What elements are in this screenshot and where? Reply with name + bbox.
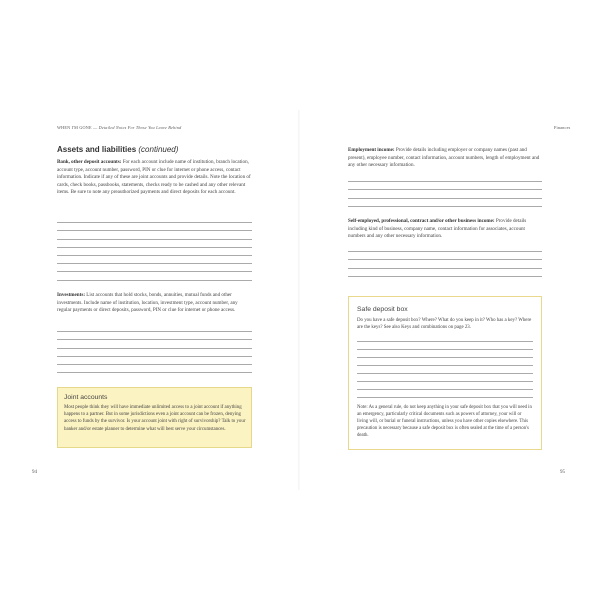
- section-title-main: Assets and liabilities: [57, 145, 137, 154]
- writing-line[interactable]: [57, 324, 252, 332]
- right-page-number: 95: [560, 470, 565, 475]
- joint-accounts-callout: [57, 387, 252, 448]
- writing-line[interactable]: [357, 334, 533, 342]
- writing-line[interactable]: [348, 244, 542, 252]
- writing-line[interactable]: [57, 349, 252, 357]
- self-employed-income-writing-lines[interactable]: [348, 244, 542, 277]
- writing-line[interactable]: [357, 374, 533, 382]
- writing-line[interactable]: [348, 182, 542, 190]
- employment-income-instructions: [348, 147, 542, 170]
- left-running-head: [57, 125, 181, 130]
- book-subtitle: Detailed Notes For Those You Leave Behind: [98, 125, 182, 130]
- joint-accounts-title: Joint accounts: [64, 394, 108, 401]
- writing-line[interactable]: [57, 215, 252, 223]
- bank-accounts-label: Bank, other deposit accounts:: [57, 159, 122, 165]
- writing-line[interactable]: [57, 248, 252, 256]
- writing-line[interactable]: [357, 390, 533, 398]
- self-employed-income-instructions: [348, 218, 542, 241]
- writing-line[interactable]: [348, 252, 542, 260]
- safe-deposit-box-note: Note: As a general rule, do not keep anything in your safe deposit box that you will need in an emergency, particularly critical documents such as powers of attorney, your will or living will, or burial or funeral instructions, unless you have other copies elsewhere. This precaution is necessary because a safe deposit box is often sealed at the time of a person's death.: [357, 405, 532, 438]
- safe-deposit-box-question: Do you have a safe deposit box? Where? What do you keep in it? Who has a key? Where are the keys? See also Keys and combinations on page 23.: [357, 318, 532, 331]
- writing-line[interactable]: [57, 240, 252, 248]
- writing-line[interactable]: [57, 340, 252, 348]
- self-employed-income-label: Self-employed, professional, contract and/or other business income:: [348, 218, 495, 224]
- employment-income-label: Employment income:: [348, 147, 395, 153]
- writing-line[interactable]: [57, 264, 252, 272]
- investments-instructions: [57, 292, 252, 315]
- writing-line[interactable]: [348, 174, 542, 182]
- writing-line[interactable]: [57, 332, 252, 340]
- writing-line[interactable]: [57, 272, 252, 280]
- writing-line[interactable]: [57, 256, 252, 264]
- employment-income-writing-lines[interactable]: [348, 174, 542, 207]
- bank-accounts-text: For each account include name of institution, branch location, account type, account number, password, PIN or clue for internet or phone access, contact information. Indicate if any of these are joint accounts and provide details. Note the location of cards, check books, passbooks, statements, checks ready to be cashed and any other relevant items. Be sure to note any preauthorized payments and direct deposits for each account.: [57, 159, 251, 196]
- writing-line[interactable]: [357, 382, 533, 390]
- writing-line[interactable]: [348, 199, 542, 207]
- left-page-number: 94: [32, 470, 37, 475]
- writing-line[interactable]: [357, 350, 533, 358]
- writing-line[interactable]: [57, 357, 252, 365]
- safe-deposit-box-title: Safe deposit box: [357, 306, 408, 313]
- section-title: [57, 145, 178, 154]
- writing-line[interactable]: [357, 366, 533, 374]
- bank-accounts-instructions: [57, 159, 252, 197]
- employment-income-text: Provide details including employer or company names (past and present), employee number, contact information, account numbers, length of employment and any other necessary information.: [348, 147, 540, 169]
- running-head-separator: —: [91, 125, 99, 130]
- investments-writing-lines[interactable]: [57, 324, 252, 373]
- right-running-head: Finances: [554, 125, 571, 130]
- writing-line[interactable]: [348, 269, 542, 277]
- book-title: WHEN I'M GONE: [57, 125, 92, 130]
- investments-text: List accounts that hold stocks, bonds, annuities, mutual funds and other investments. Include name of institution, location, investment type, account number, any regular payments or direct deposits, password, PIN or clue for internet or phone access.: [57, 292, 238, 314]
- writing-line[interactable]: [57, 223, 252, 231]
- safe-deposit-box-writing-lines[interactable]: [357, 334, 533, 398]
- section-title-continued: (continued): [138, 145, 179, 154]
- writing-line[interactable]: [348, 260, 542, 268]
- self-employed-income-text: Provide details including kind of business, company name, contact information for associates, account numbers and any other necessary information.: [348, 218, 527, 240]
- writing-line[interactable]: [57, 365, 252, 373]
- writing-line[interactable]: [357, 358, 533, 366]
- investments-label: Investments:: [57, 292, 86, 298]
- writing-line[interactable]: [57, 231, 252, 239]
- safe-deposit-box-panel: [348, 296, 542, 450]
- writing-line[interactable]: [357, 342, 533, 350]
- bank-accounts-writing-lines[interactable]: [57, 215, 252, 281]
- joint-accounts-text: Most people think they will have immediate unlimited access to a joint account if anything happens to a partner. But in some jurisdictions even a joint account can be frozen, denying access to funds by the survivor. Is your account joint with right of survivorship? Talk to your banker and/or estate planner to determine what will best serve your circumstances.: [64, 405, 246, 432]
- writing-line[interactable]: [348, 190, 542, 198]
